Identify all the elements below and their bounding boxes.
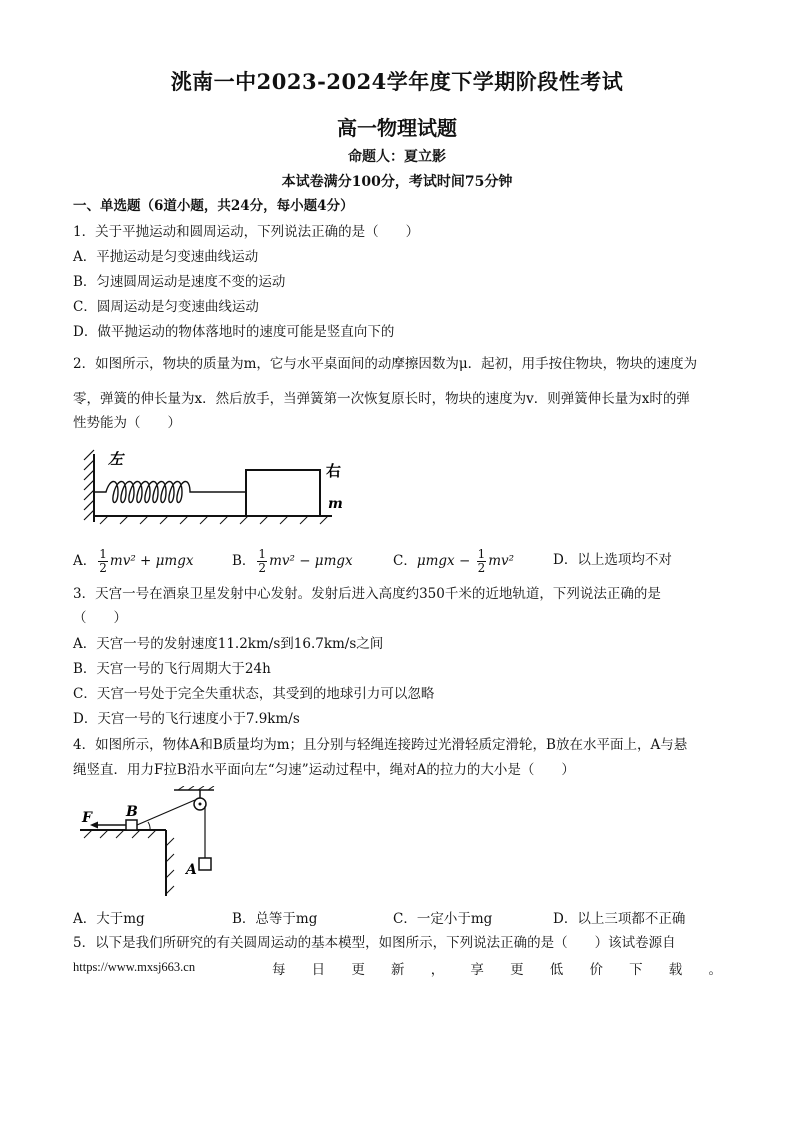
q2-option-b-prefix: B．	[232, 553, 256, 569]
q5-stem: 5．以下是我们所研究的有关圆周运动的基本模型，如图所示，下列说法正确的是（ ）该试卷源自	[73, 935, 676, 951]
q4-stem-line-2: 绳竖直．用力F拉B沿水平面向左“匀速”运动过程中，绳对A的拉力的大小是（ ）	[73, 762, 575, 778]
q2-option-a	[73, 548, 193, 575]
q2-stem-line-2: 零，弹簧的伸长量为x．然后放手，当弹簧第一次恢复原长时，物块的速度为v．则弹簧伸长量为x时的弹	[73, 391, 690, 407]
q2-spring-figure	[80, 448, 358, 530]
q4-b-label: B	[126, 804, 138, 820]
q3-stem-line-1: 3．天宫一号在酒泉卫星发射中心发射。发射后进入高度约350千米的近地轨道，下列说法正确的是	[73, 586, 661, 602]
fraction-numerator: 1	[99, 547, 107, 561]
section-heading: 一、单选题（6道小题，共24分，每小题4分）	[73, 198, 354, 214]
q4-stem-line-1: 4．如图所示，物体A和B质量均为m；且分别与轻绳连接跨过光滑轻质定滑轮，B放在水平面上，A与悬	[73, 737, 688, 753]
q2-option-c-fraction	[477, 548, 487, 575]
q2-option-b	[232, 548, 353, 575]
q2-option-c-tail: mv²	[488, 553, 515, 569]
q1-option-a: A．平抛运动是匀变速曲线运动	[73, 249, 259, 265]
fraction-numerator: 1	[477, 547, 486, 561]
exam-author: 命题人：夏立影	[348, 149, 446, 165]
exam-info: 本试卷满分100分，考试时间75分钟	[281, 174, 513, 190]
q4-pulley-figure	[76, 786, 226, 898]
q4-option-c: C．一定小于mg	[393, 911, 493, 927]
q2-mass-label: m	[328, 496, 343, 512]
fraction-denominator: 2	[258, 561, 267, 575]
q2-option-b-expr: mv² − μmgx	[269, 553, 353, 569]
q1-option-c: C．圆周运动是匀变速曲线运动	[73, 299, 259, 315]
q2-right-label: 右	[326, 462, 342, 480]
footer-url[interactable]: https://www.mxsj663.cn	[73, 960, 196, 974]
exam-title: 洮南一中2023-2024学年度下学期阶段性考试	[170, 69, 624, 94]
fraction-denominator: 2	[477, 561, 486, 575]
q4-option-a: A．大于mg	[73, 911, 145, 927]
q4-a-label: A	[186, 862, 197, 878]
q2-stem-line-1: 2．如图所示，物块的质量为m，它与水平桌面间的动摩擦因数为μ．起初，用手按住物块，物块的速度为	[73, 356, 698, 372]
q3-option-c: C．天宫一号处于完全失重状态，其受到的地球引力可以忽略	[73, 686, 435, 702]
q2-option-c-expr: μmgx −	[416, 553, 475, 569]
q3-option-d: D．天宫一号的飞行速度小于7.9km/s	[73, 711, 300, 727]
q2-option-b-fraction	[257, 548, 267, 575]
q3-option-b: B．天宫一号的飞行周期大于24h	[73, 661, 271, 677]
q3-stem-line-2: （ ）	[73, 610, 127, 626]
q2-option-a-expr: mv² + μmgx	[109, 553, 194, 569]
q2-option-c-prefix: C．	[393, 553, 417, 569]
fraction-denominator: 2	[99, 561, 107, 575]
q2-left-label: 左	[108, 450, 124, 468]
q4-option-b: B．总等于mg	[232, 911, 318, 927]
q2-option-d: D．以上选项均不对	[553, 552, 672, 568]
q1-option-d: D．做平抛运动的物体落地时的速度可能是竖直向下的	[73, 324, 395, 340]
exam-subtitle: 高一物理试题	[337, 116, 457, 140]
q2-option-a-prefix: A．	[73, 553, 97, 569]
q1-stem: 1．关于平抛运动和圆周运动，下列说法正确的是（ ）	[73, 224, 420, 240]
q4-option-d: D．以上三项都不正确	[553, 911, 686, 927]
q2-option-a-fraction	[98, 548, 108, 575]
q1-option-b: B．匀速圆周运动是速度不变的运动	[73, 274, 286, 290]
footer-message: 每 日 更 新 ， 享 更 低 价 下 载 。	[272, 962, 722, 978]
q2-option-c	[393, 548, 514, 575]
fraction-numerator: 1	[258, 547, 267, 561]
q4-force-label: F	[82, 810, 92, 826]
q3-option-a: A．天宫一号的发射速度11.2km/s到16.7km/s之间	[73, 636, 384, 652]
q2-stem-line-3: 性势能为（ ）	[73, 415, 181, 431]
